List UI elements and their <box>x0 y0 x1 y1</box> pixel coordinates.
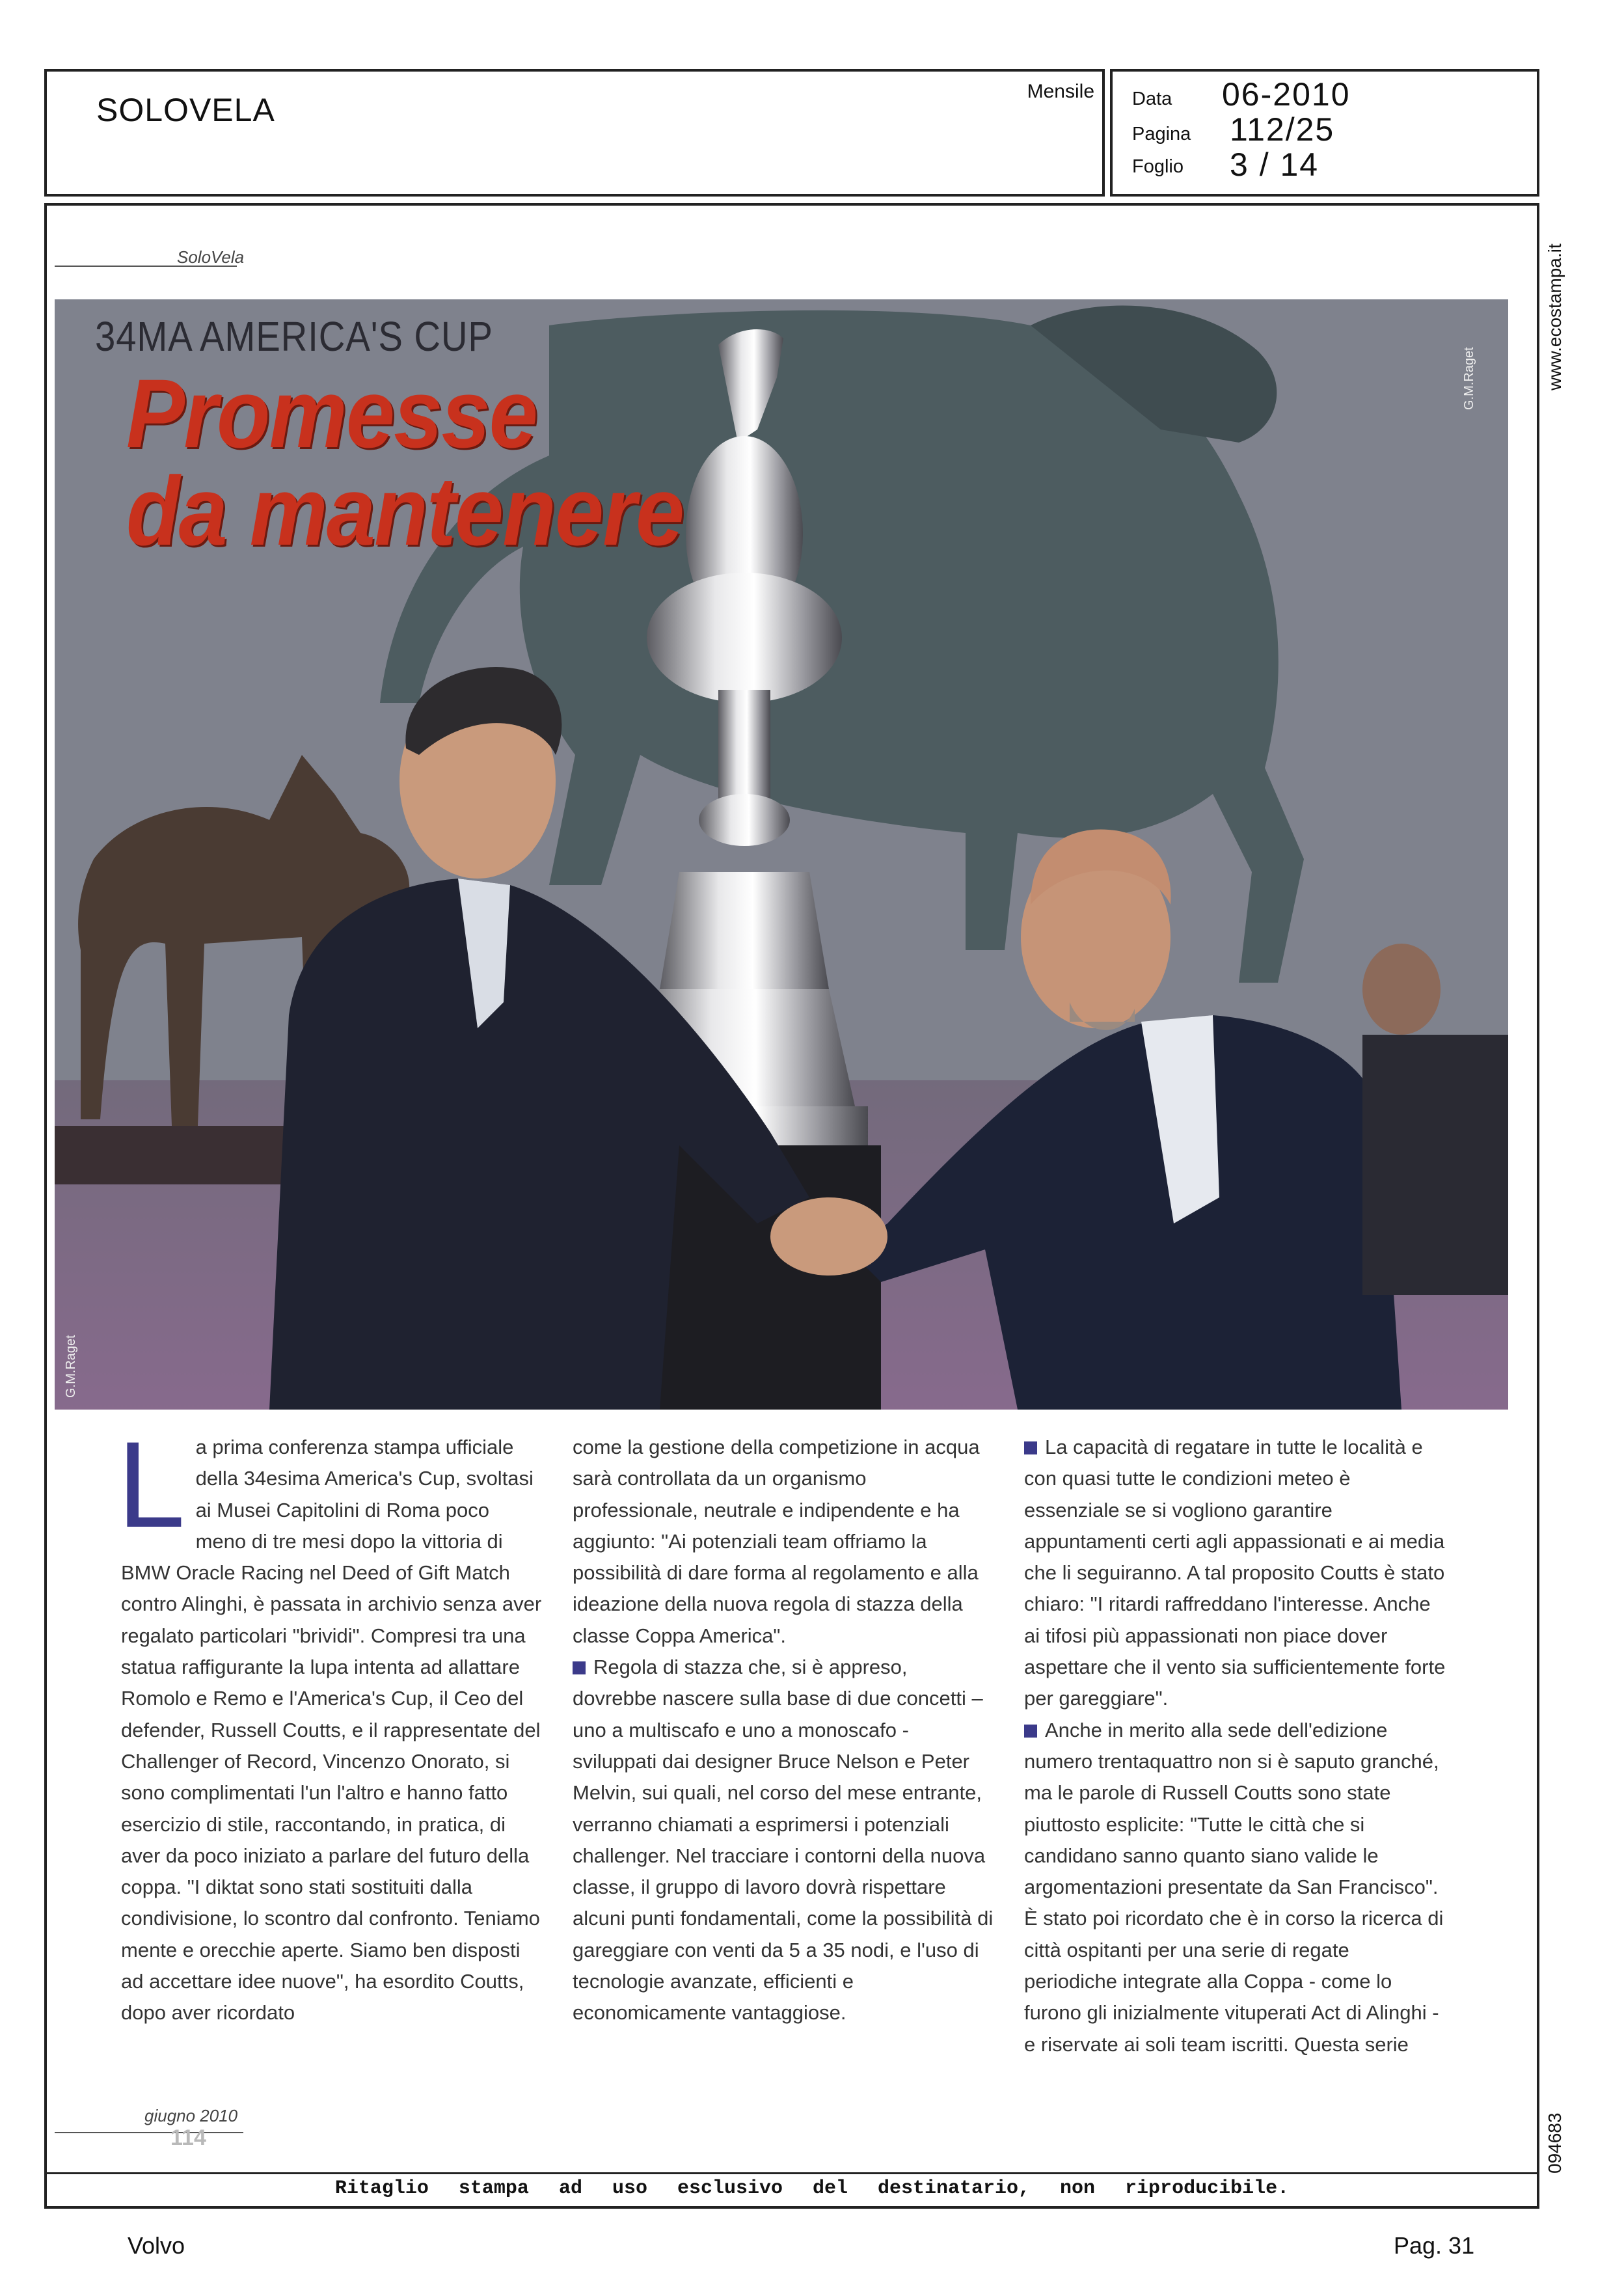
section-marker-icon <box>1024 1441 1037 1454</box>
footer-page: Pag. 31 <box>1394 2232 1475 2259</box>
foglio-value: 3 / 14 <box>1230 146 1320 183</box>
paragraph <box>573 1432 995 1652</box>
article-column-3 <box>1024 1432 1447 2060</box>
side-code: 094683 <box>1545 2112 1565 2174</box>
clip-notice: Ritaglio stampa ad uso esclusivo del destinatario, non riproducibile. <box>334 2177 1290 2200</box>
article-column-1 <box>117 1416 544 2029</box>
paragraph-text: La capacità di regatare in tutte le località e con quasi tutte le condizioni meteo è essenziale se si vogliono garantire appuntamenti certi agli appassionati e ai media che li seguiranno. A tal proposito Coutts è stato chiaro: "I ritardi raffreddano l'interesse. Anche ai tifosi più appassionati non piace dover aspettare che il vento sia sufficientemente forte per gareggiare". <box>1024 1436 1446 1710</box>
data-value: 06-2010 <box>1222 76 1351 113</box>
data-label: Data <box>1132 89 1172 109</box>
magazine-name: SoloVela <box>177 247 245 267</box>
headline-line2: da mantenere <box>126 456 684 566</box>
header-meta-box <box>1110 69 1539 197</box>
paragraph <box>1024 1432 1447 1715</box>
paragraph-text: come la gestione della competizione in acqua sarà controllata da un organismo professionale, neutrale e indipendente e ha aggiunto: "Ai potenziali team offriamo la possibilità di dare forma al regolamento e alla ideazione della nuova regola di stazza della classe Coppa America". <box>573 1436 980 1647</box>
kicker: 34MA AMERICA'S CUP <box>95 313 493 360</box>
pagina-label: Pagina <box>1132 124 1191 144</box>
section-marker-icon <box>573 1661 586 1674</box>
issue-date: giugno 2010 <box>144 2106 238 2125</box>
side-url: www.ecostampa.it <box>1545 243 1565 390</box>
pagina-value: 112/25 <box>1230 111 1335 148</box>
issue-rule <box>55 2132 243 2133</box>
paragraph-text: a prima conferenza stampa ufficiale della 34esima America's Cup, svoltasi ai Musei Capitolini di Roma poco meno di tre mesi dopo la vittoria di BMW Oracle Racing nel Deed of Gift Match contro Alinghi, è passata in archivio senza aver regalato particolari "brividi". Compresi tra una statua raffigurante la lupa intenta ad allattare Romolo e Remo e l'America's Cup, il Ceo del defender, Russell Coutts, e il rappresentate del Challenger of Record, Vincenzo Onorato, si sono complimentati l'un l'altro e hanno fatto esercizio di stile, raccontando, in pratica, di aver da poco iniziato a parlare del futuro della coppa. "I diktat sono stati sostituiti dalla condivisione, lo scontro dal confronto. Teniamo mente e orecchie aperte. Siamo ben disposti ad accettare idee nuove", ha esordito Coutts, dopo aver ricordato <box>121 1436 542 2025</box>
section-marker-icon <box>1024 1725 1037 1738</box>
photo-credit-top: G.M.Raget <box>1462 347 1476 410</box>
paragraph-text: Anche in merito alla sede dell'edizione numero trentaquattro non si è saputo granché, ma le parole di Russell Coutts sono state piuttosto esplicite: "Tutte le città che si candidano sanno quanto siano valide le argomentazioni presentate da San Francisco". È stato poi ricordato che è in corso la ricerca di città ospitanti per una serie di regate periodiche integrate alla Coppa - come lo furono gli inizialmente vituperati Act di Alinghi - e riservate ai soli team iscritti. Questa serie <box>1024 1718 1444 2056</box>
footer-client: Volvo <box>128 2232 185 2259</box>
notice-divider <box>44 2172 1539 2174</box>
dropcap: L <box>117 1416 185 1553</box>
magazine-page-number: 114 <box>170 2125 206 2150</box>
foglio-label: Foglio <box>1132 156 1184 177</box>
headline-line1: Promesse <box>126 359 537 468</box>
article-column-2 <box>573 1432 995 2029</box>
paragraph <box>117 1416 544 2029</box>
periodicity: Mensile <box>1027 81 1094 102</box>
paragraph-text: Regola di stazza che, si è appreso, dovrebbe nascere sulla base di due concetti – uno a multiscafo e uno a monoscafo - sviluppati dai designer Bruce Nelson e Peter Melvin, sui quali, nel corso del mese entrante, verranno chiamati a esprimersi i potenziali challenger. Nel tracciare i contorni della nuova classe, il gruppo di lavoro dovrà rispettare alcuni punti fondamentali, come la possibilità di gareggiare con venti da 5 a 35 nodi, e l'uso di tecnologie avanzate, efficienti e economicamente vantaggiose. <box>573 1656 994 2025</box>
paragraph <box>573 1652 995 2029</box>
photo-credit-bottom: G.M.Raget <box>64 1335 78 1398</box>
paragraph <box>1024 1715 1447 2060</box>
header-publication-box <box>44 69 1105 197</box>
cover-photo <box>55 299 1508 1410</box>
publication-name: SOLOVELA <box>96 92 275 128</box>
